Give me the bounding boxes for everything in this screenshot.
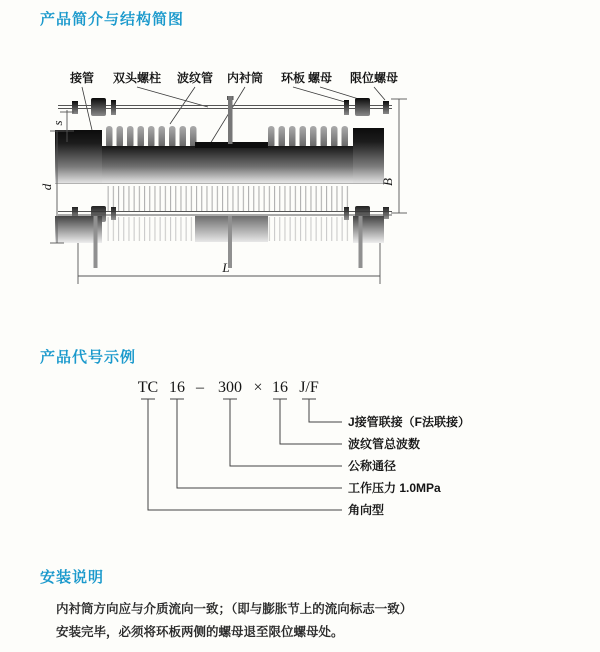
bellows-body (100, 146, 353, 183)
callout-connection: J接管联接（F法联接） (348, 415, 471, 429)
label-nut: 螺母 (307, 71, 333, 85)
pipe-end-left (55, 130, 102, 183)
label-limit-nut: 限位螺母 (349, 71, 399, 85)
bellows-reflection-upper (104, 186, 350, 212)
ring-plate-right (344, 100, 349, 115)
part-labels (69, 70, 398, 85)
label-pipe-end: 接管 (69, 71, 95, 85)
nut-left (91, 98, 106, 116)
nut-right (355, 98, 370, 116)
dim-l-label: L (222, 260, 230, 275)
code-seg-connection: J/F (299, 379, 319, 396)
dim-d-label: d (40, 183, 54, 191)
callout-wave-count: 波纹管总波数 (348, 437, 421, 451)
callout-working-pressure: 工作压力 1.0MPa (348, 481, 441, 495)
label-stud: 双头螺柱 (112, 71, 162, 85)
center-stud (228, 96, 233, 144)
limit-nut-right (383, 101, 389, 114)
callout-type: 角向型 (348, 503, 385, 517)
dim-b-label: B (380, 178, 395, 186)
code-seg-dash: – (196, 379, 204, 396)
product-code-svg (130, 376, 530, 526)
install-note-line1: 内衬筒方向应与介质流向一致；（即与膨胀节上的流向标志一致） (56, 602, 413, 616)
code-seg-type: TC (137, 379, 159, 396)
code-seg-pressure: 16 (169, 379, 185, 396)
structure-diagram-svg (40, 60, 460, 300)
pipe-end-right (353, 128, 384, 183)
code-connectors (141, 399, 342, 510)
install-notes (56, 598, 576, 644)
label-bellows: 波纹管 (176, 71, 214, 85)
code-seg-diameter: 300 (218, 379, 242, 396)
section-title-intro: 产品简介与结构简图 (40, 11, 185, 28)
label-ring-plate: 环板 (280, 71, 306, 85)
structure-diagram (40, 60, 460, 300)
label-liner: 内衬筒 (226, 71, 264, 85)
section-title-install: 安装说明 (40, 569, 105, 586)
install-note-line2: 安装完毕，必须将环板两侧的螺母退至限位螺母处。 (56, 625, 344, 639)
pipe-end-right-reflection (353, 216, 384, 243)
callout-nominal-diameter: 公称通径 (348, 459, 397, 473)
ring-plate-left (111, 100, 116, 115)
dim-b-lines (391, 99, 407, 213)
code-callouts (348, 414, 470, 517)
code-segments (138, 379, 319, 396)
code-seg-waves: 16 (272, 379, 288, 396)
product-code-figure (130, 376, 530, 526)
section-title-code: 产品代号示例 (40, 349, 137, 366)
code-seg-times: × (253, 379, 263, 396)
dim-s-label: s (50, 120, 65, 126)
